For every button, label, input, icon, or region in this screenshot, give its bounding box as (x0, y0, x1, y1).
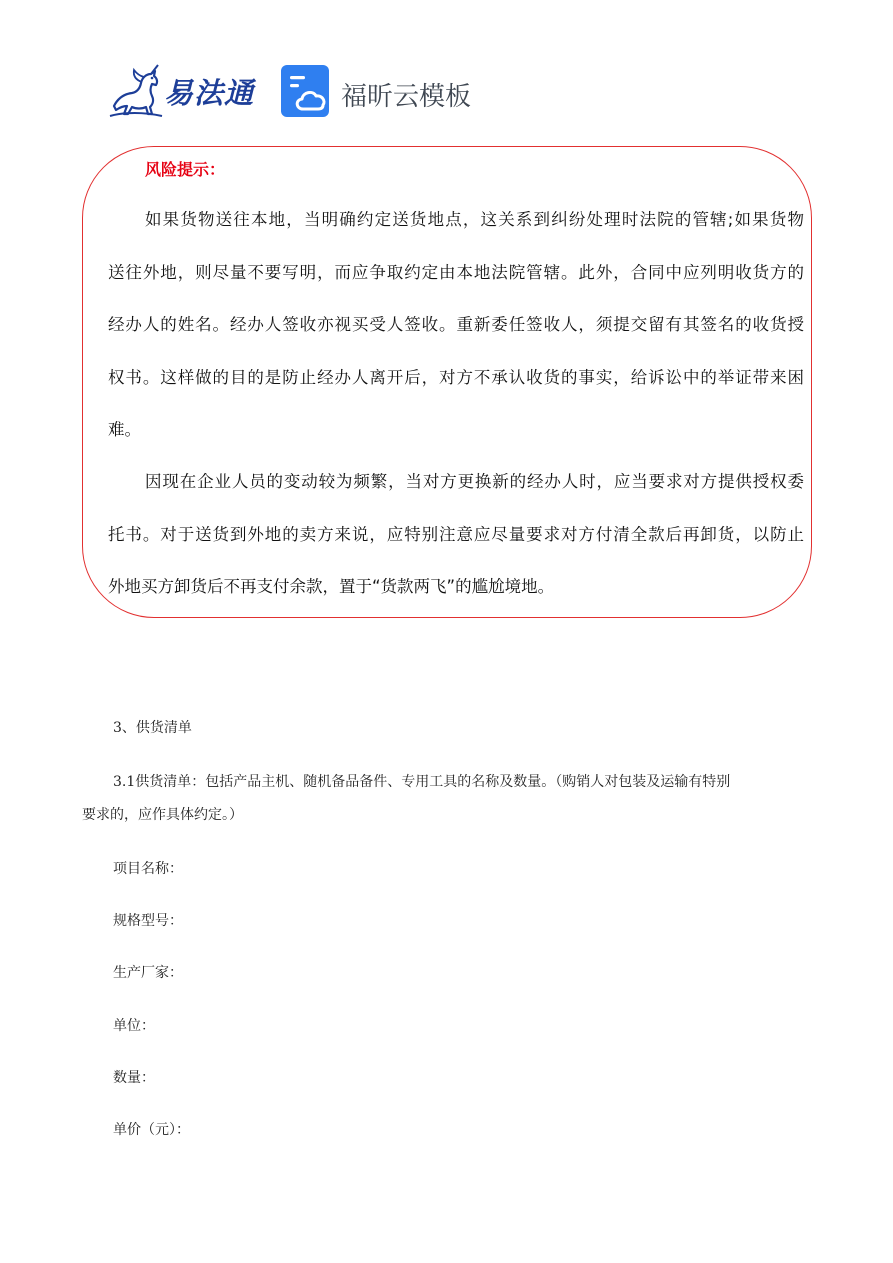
paragraph-line: 托书。对于送货到外地的卖方来说，应特别注意应尽量要求对方付清全款后再卸货，以防止 (108, 524, 804, 544)
yifatong-logo (106, 62, 262, 120)
paragraph-line: 送往外地，则尽量不要写明，而应争取约定由本地法院管辖。此外，合同中应列明收货方的 (108, 262, 804, 282)
risk-notice-title: 风险提示： (145, 160, 226, 179)
clause-line: 要求的，应作具体约定。） (82, 807, 243, 823)
fuxin-template-logo-text: 福昕云模板 (341, 82, 472, 112)
paragraph-line: 因现在企业人员的变动较为频繁，当对方更换新的经办人时，应当要求对方提供授权委 (145, 472, 804, 491)
field-label-project-name: 项目名称： (113, 861, 183, 877)
section-heading: 3、供货清单 (113, 720, 192, 736)
field-label-quantity: 数量： (113, 1070, 155, 1086)
fuxin-template-logo (281, 65, 541, 121)
unicorn-horse-logo-icon (106, 62, 164, 120)
risk-notice-paragraph-2 (108, 456, 804, 614)
cloud-document-logo-icon (281, 65, 333, 117)
paragraph-line: 经办人的姓名。经办人签收亦视买受人签收。重新委任签收人，须提交留有其签名的收货授 (108, 315, 804, 334)
supply-list-clause (82, 766, 812, 832)
field-label-model-spec: 规格型号： (113, 913, 183, 929)
document-header (106, 62, 526, 122)
paragraph-line: 外地买方卸货后不再支付余款，置于“货款两飞”的尴尬境地。 (108, 577, 555, 596)
clause-line: 3.1供货清单：包括产品主机、随机备品备件、专用工具的名称及数量。（购销人对包装及运输有特别 (113, 774, 731, 790)
risk-notice-paragraph-1 (108, 194, 804, 457)
paragraph-line: 如果货物送往本地，当明确约定送货地点，这关系到纠纷处理时法院的管辖;如果货物 (145, 210, 804, 229)
paragraph-line: 权书。这样做的目的是防止经办人离开后，对方不承认收货的事实，给诉讼中的举证带来困 (108, 367, 804, 387)
field-label-unit: 单位： (113, 1018, 155, 1034)
yifatong-logo-text: 易法通 (164, 76, 255, 110)
paragraph-line: 难。 (108, 420, 141, 439)
field-label-manufacturer: 生产厂家： (113, 965, 183, 981)
field-label-unit-price: 单价（元）： (113, 1122, 190, 1138)
